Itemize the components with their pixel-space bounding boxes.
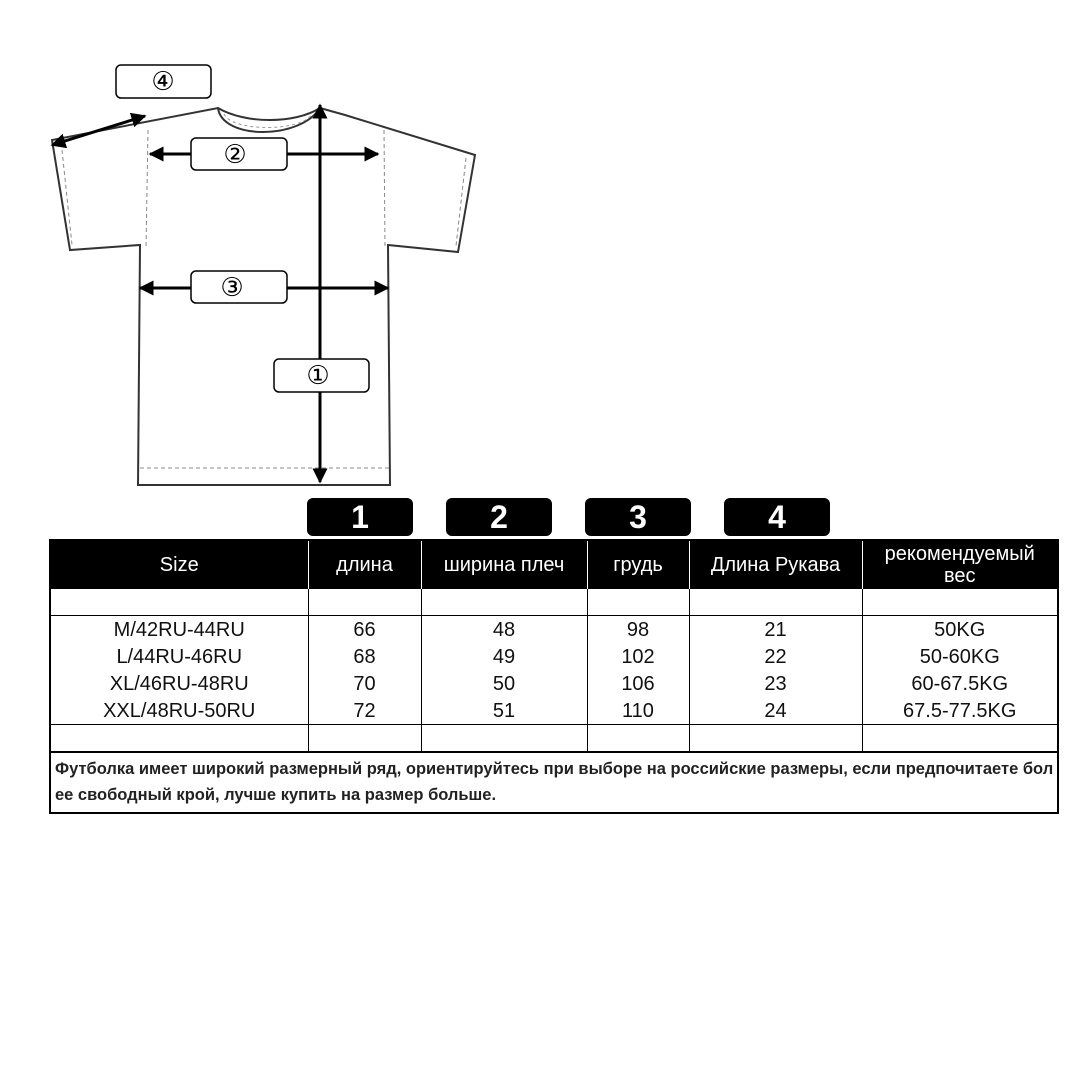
cell-shoulder: 51 <box>421 697 587 725</box>
cell-chest: 98 <box>587 616 689 644</box>
cell-weight: 67.5-77.5KG <box>862 697 1058 725</box>
header-sleeve-length: Длина Рукава <box>689 540 862 589</box>
cell-shoulder: 48 <box>421 616 587 644</box>
cell-weight: 60-67.5KG <box>862 670 1058 697</box>
cell-size: L/44RU-46RU <box>50 643 308 670</box>
cell-shoulder: 50 <box>421 670 587 697</box>
cell-size: M/42RU-44RU <box>50 616 308 644</box>
size-note-text: Футболка имеет широкий размерный ряд, ориентируйтесь при выборе на российские размеры, если предпочитаете более свободный крой, лучше купить на размер больше. <box>50 752 1058 813</box>
table-note-row <box>50 752 1058 813</box>
callout-label-2: ② <box>223 140 247 170</box>
size-chart-table <box>49 539 1059 814</box>
cell-sleeve: 22 <box>689 643 862 670</box>
table-header-row <box>50 540 1058 589</box>
table-row <box>50 697 1058 725</box>
cell-weight: 50KG <box>862 616 1058 644</box>
column-tag-1: 1 <box>307 498 413 536</box>
cell-shoulder: 49 <box>421 643 587 670</box>
tshirt-measurement-diagram <box>0 0 520 500</box>
header-chest: грудь <box>587 540 689 589</box>
table-blank-row <box>50 725 1058 753</box>
cell-sleeve: 24 <box>689 697 862 725</box>
column-tag-3: 3 <box>585 498 691 536</box>
cell-length: 66 <box>308 616 421 644</box>
cell-weight: 50-60KG <box>862 643 1058 670</box>
cell-length: 72 <box>308 697 421 725</box>
header-size: Size <box>50 540 308 589</box>
callout-label-4: ④ <box>151 67 175 97</box>
table-blank-row <box>50 589 1058 616</box>
cell-size: XXL/48RU-50RU <box>50 697 308 725</box>
cell-chest: 110 <box>587 697 689 725</box>
header-recommended-weight: рекомендуемый вес <box>862 540 1058 589</box>
table-row <box>50 643 1058 670</box>
header-length: длина <box>308 540 421 589</box>
cell-length: 68 <box>308 643 421 670</box>
header-shoulder-width: ширина плеч <box>421 540 587 589</box>
table-row <box>50 670 1058 697</box>
cell-size: XL/46RU-48RU <box>50 670 308 697</box>
column-tag-4: 4 <box>724 498 830 536</box>
table-row <box>50 616 1058 644</box>
cell-length: 70 <box>308 670 421 697</box>
callout-label-1: ① <box>306 361 330 391</box>
column-tag-2: 2 <box>446 498 552 536</box>
cell-sleeve: 23 <box>689 670 862 697</box>
cell-chest: 106 <box>587 670 689 697</box>
cell-chest: 102 <box>587 643 689 670</box>
callout-label-3: ③ <box>220 273 244 303</box>
cell-sleeve: 21 <box>689 616 862 644</box>
